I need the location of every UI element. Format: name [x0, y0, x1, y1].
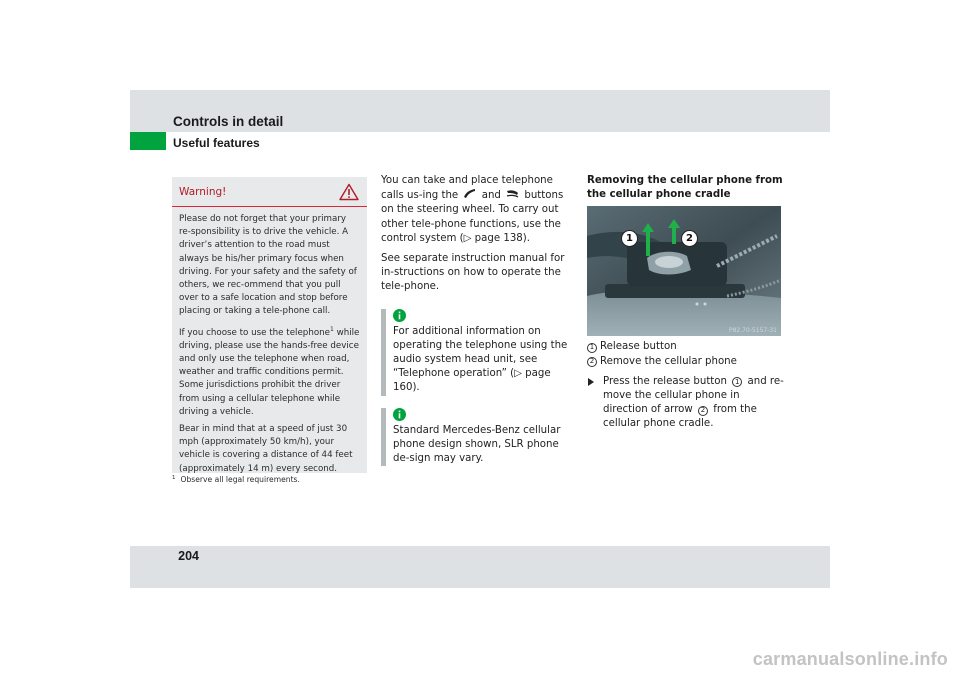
footnote-text: Observe all legal requirements.	[180, 475, 300, 484]
warning-paragraph: Please do not forget that your primary re-sponsibility is to drive the vehicle. A driver’s attention to the road must always be his/her primary focus when driving. For your safety and the safety of others, we rec-ommend that you pull over to a safe location and stop before placing or taking a tele-phone call.	[179, 214, 357, 317]
middle-column	[381, 174, 577, 466]
legend-number: 1	[587, 343, 597, 353]
info-bar	[381, 408, 386, 467]
phone-hangup-icon	[506, 188, 519, 199]
info-text: Standard Mercedes-Benz cellular phone design shown, SLR phone de-sign may vary.	[393, 424, 561, 465]
inline-number: 2	[698, 406, 708, 416]
footnote	[172, 475, 300, 484]
photo-callout-1: 1	[621, 230, 638, 247]
info-icon	[393, 408, 406, 421]
page-number: 204	[178, 549, 199, 563]
warning-label: Warning!	[179, 186, 227, 198]
warning-header	[172, 177, 367, 207]
warning-body	[172, 207, 367, 476]
warning-box	[172, 177, 367, 473]
watermark: carmanualsonline.info	[752, 649, 948, 669]
procedure-heading: Removing the cellular phone from the cellular phone cradle	[587, 175, 783, 201]
photo-reference-code: P82.70-5157-31	[728, 327, 777, 335]
phone-pickup-icon	[463, 188, 476, 199]
step-arrow-icon	[588, 378, 594, 386]
info-box	[381, 309, 577, 396]
legend-item: 1 Release button	[587, 340, 787, 354]
legend-item: 2 Remove the cellular phone	[587, 355, 787, 369]
legend-number: 2	[587, 357, 597, 367]
section-subtitle: Useful features	[173, 136, 260, 150]
footer-band	[130, 546, 830, 588]
footnote-reference: 1	[330, 325, 334, 333]
cradle-photo	[587, 206, 781, 336]
body-paragraph: You can take and place telephone calls us-ing the and buttons on the steering wheel. To carry out other tele-phone functions, use the control system (▷ page 138).	[381, 175, 564, 244]
warning-paragraph: If you choose to use the telephone$^1$ while driving, please use the hands-free device and only use the telephone when road, weather and traffic conditions permit. Some jurisdictions prohibit the driver from using a cellular telephone while driving a vehicle.	[179, 325, 360, 417]
right-column	[587, 174, 787, 432]
photo-callout-2: 2	[681, 230, 698, 247]
info-bar	[381, 309, 386, 396]
body-paragraph: See separate instruction manual for in-structions on how to operate the tele-phone.	[381, 253, 565, 293]
footnote-mark: 1	[172, 475, 176, 481]
inline-number: 1	[732, 377, 742, 387]
section-tab-marker	[130, 132, 166, 150]
section-title: Controls in detail	[173, 114, 284, 129]
instruction-step: Press the release button 1 and re-move the cellular phone in direction of arrow 2 from the cellular phone cradle.	[587, 375, 787, 432]
warning-paragraph: Bear in mind that at a speed of just 30 mph (approximately 50 km/h), your vehicle is covering a distance of 44 feet (approximately 14 m) every second.	[179, 424, 353, 474]
info-text: For additional information on operating the telephone using the audio system head unit, see “Telephone operation” (▷ page 160).	[393, 325, 568, 394]
cradle-photo-illustration	[587, 206, 781, 336]
info-icon	[393, 309, 406, 322]
warning-triangle-icon	[339, 183, 359, 201]
info-box	[381, 408, 577, 467]
